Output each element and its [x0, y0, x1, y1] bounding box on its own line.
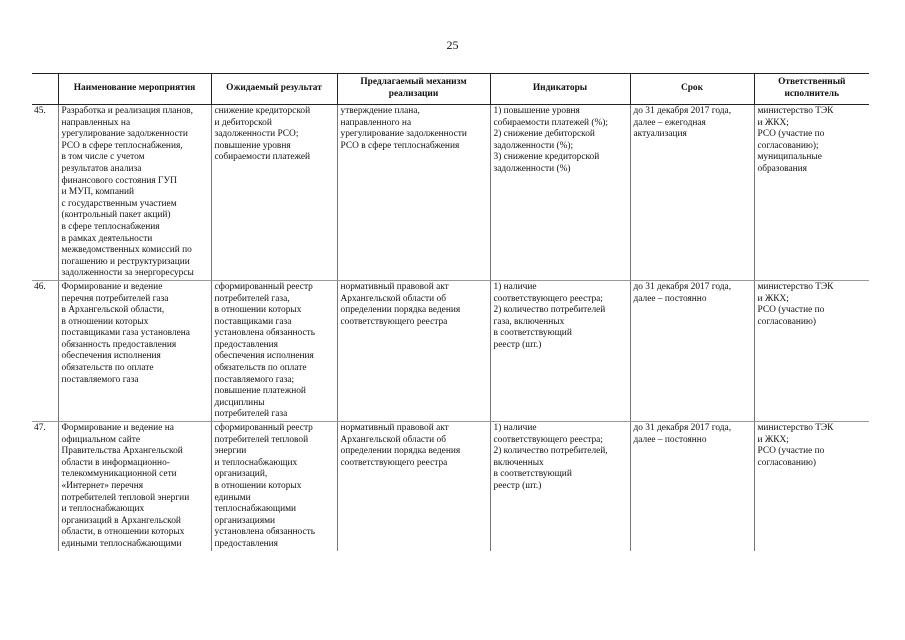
- header-executor: Ответственный исполнитель: [754, 74, 869, 105]
- cell-text-line: определении порядка ведения: [340, 305, 461, 316]
- cell-text-line: и дебиторской: [214, 117, 272, 128]
- cell-text-line: в соответствующий: [493, 469, 572, 480]
- cell-text-line: нормативный правовой акт: [340, 423, 449, 434]
- cell-text-line: утверждение плана,: [340, 106, 420, 116]
- indicators-cell: [490, 280, 630, 421]
- executor-cell: [754, 422, 869, 551]
- cell-text-line: соответствующего реестра: [340, 316, 448, 327]
- cell-text-line: 1) наличие: [493, 423, 537, 434]
- cell-text-line: до 31 декабря 2017 года,: [633, 423, 732, 434]
- cell-text-line: Формирование и ведение на: [61, 423, 174, 434]
- cell-text-line: организаций в Архангельской: [61, 515, 181, 526]
- cell-text-line: согласованию);: [757, 140, 819, 151]
- header-term: Срок: [630, 74, 754, 105]
- cell-text-line: установлена обязанность: [214, 527, 315, 538]
- cell-text-line: организациями: [214, 515, 276, 526]
- table-header-row: [32, 74, 869, 105]
- cell-text-line: Архангельской области об: [340, 293, 446, 304]
- cell-text-line: и МУП, компаний: [61, 187, 135, 198]
- cell-text-line: и ЖКХ;: [757, 293, 789, 304]
- indicators-cell: [490, 105, 630, 281]
- cell-text-line: 1) повышение уровня: [493, 106, 580, 116]
- cell-text-line: РСО (участие по: [757, 129, 825, 140]
- cell-text-line: обеспечения исполнения: [214, 351, 314, 362]
- cell-text-line: газа, включенных: [493, 316, 565, 327]
- cell-text-line: Архангельской области об: [340, 434, 446, 445]
- cell-text-line: РСО (участие по: [757, 305, 825, 316]
- cell-text-line: с государственным участием: [61, 198, 177, 209]
- cell-text-line: образования: [757, 163, 807, 174]
- cell-text-line: урегулирование задолженности: [340, 129, 467, 140]
- cell-text-line: РСО (участие по: [757, 446, 825, 457]
- cell-text-line: соответствующего реестра;: [493, 434, 603, 445]
- cell-text-line: далее – ежегодная: [633, 117, 706, 128]
- cell-text-line: далее – постоянно: [633, 434, 707, 445]
- row-number: 46.: [32, 280, 58, 421]
- cell-text-line: Формирование и ведение: [61, 281, 163, 292]
- mechanism-cell: [337, 422, 490, 551]
- cell-text-line: собираемости платежей (%);: [493, 117, 609, 128]
- cell-text-line: теплоснабжающими: [214, 504, 297, 515]
- cell-text-line: в отношении которых: [61, 316, 149, 327]
- cell-text-line: потребителей тепловой энергии: [61, 492, 190, 503]
- cell-text-line: министерство ТЭК: [757, 423, 834, 434]
- cell-text-line: урегулирование задолженности: [61, 129, 188, 140]
- mechanism-cell: [337, 280, 490, 421]
- cell-text-line: области, в отношении которых: [61, 527, 185, 538]
- cell-text-line: 2) количество потребителей: [493, 305, 606, 316]
- measures-table: [32, 73, 869, 551]
- result-cell: [211, 105, 337, 281]
- cell-text-line: официальном сайте: [61, 434, 141, 445]
- cell-text-line: собираемости платежей: [214, 152, 311, 163]
- cell-text-line: потребителей тепловой: [214, 434, 309, 445]
- cell-text-line: 2) снижение дебиторской: [493, 129, 595, 140]
- header-mechanism: Предлагаемый механизм реализации: [337, 74, 490, 105]
- executor-cell: [754, 105, 869, 281]
- cell-text-line: предоставления: [214, 538, 278, 549]
- cell-text-line: потребителей газа,: [214, 293, 290, 304]
- event-cell: [58, 422, 211, 551]
- cell-text-line: определении порядка ведения: [340, 446, 461, 457]
- cell-text-line: в Архангельской области,: [61, 305, 165, 316]
- mechanism-cell: [337, 105, 490, 281]
- cell-text-line: в сфере теплоснабжения: [61, 221, 160, 232]
- cell-text-line: дисциплины: [214, 397, 265, 408]
- cell-text-line: поставляемого газа: [61, 374, 139, 385]
- cell-text-line: и теплоснабжающих: [214, 457, 298, 468]
- cell-text-line: министерство ТЭК: [757, 106, 834, 116]
- term-cell: [630, 280, 754, 421]
- cell-text-line: до 31 декабря 2017 года,: [633, 106, 732, 116]
- cell-text-line: задолженности за энергоресурсы: [61, 268, 194, 279]
- cell-text-line: актуализация: [633, 129, 687, 140]
- cell-text-line: повышение платежной: [214, 386, 306, 397]
- cell-text-line: включенных: [493, 457, 544, 468]
- cell-text-line: погашению и реструктуризации: [61, 256, 190, 267]
- indicators-cell: [490, 422, 630, 551]
- cell-text-line: реестр (шт.): [493, 481, 542, 491]
- cell-text-line: (контрольный пакет акций): [61, 210, 171, 221]
- cell-text-line: согласованию): [757, 316, 817, 327]
- cell-text-line: согласованию): [757, 457, 817, 468]
- cell-text-line: муниципальные: [757, 152, 822, 163]
- header-expected-result: Ожидаемый результат: [211, 74, 337, 105]
- cell-text-line: результатов анализа: [61, 163, 142, 174]
- cell-text-line: обязанность предоставления: [61, 339, 177, 350]
- cell-text-line: задолженности РСО;: [214, 129, 299, 140]
- cell-text-line: едиными теплоснабжающими: [61, 538, 182, 549]
- cell-text-line: и ЖКХ;: [757, 117, 789, 128]
- term-cell: [630, 105, 754, 281]
- cell-text-line: сформированный реестр: [214, 281, 313, 292]
- table-row: [32, 105, 869, 281]
- result-cell: [211, 280, 337, 421]
- cell-text-line: Разработка и реализация планов,: [61, 106, 193, 116]
- cell-text-line: предоставления: [214, 339, 278, 350]
- cell-text-line: и ЖКХ;: [757, 434, 789, 445]
- cell-text-line: телекоммуникационной сети: [61, 469, 177, 480]
- page-number: 25: [446, 38, 459, 52]
- cell-text-line: в отношении которых: [214, 305, 302, 316]
- row-number: 45.: [32, 105, 58, 281]
- cell-text-line: 1) наличие: [493, 281, 537, 292]
- cell-text-line: задолженности (%);: [493, 140, 574, 151]
- cell-text-line: обязательств по оплате: [214, 363, 307, 374]
- cell-text-line: в отношении которых: [214, 481, 302, 491]
- cell-text-line: соответствующего реестра;: [493, 293, 603, 304]
- header-event-name: Наименование мероприятия: [58, 74, 211, 105]
- cell-text-line: соответствующего реестра: [340, 457, 448, 468]
- cell-text-line: в том числе с учетом: [61, 152, 145, 163]
- cell-text-line: повышение уровня: [214, 140, 291, 151]
- cell-text-line: в рамках деятельности: [61, 233, 153, 244]
- result-cell: [211, 422, 337, 551]
- cell-text-line: сформированный реестр: [214, 423, 313, 434]
- cell-text-line: Правительства Архангельской: [61, 446, 183, 457]
- event-cell: [58, 280, 211, 421]
- cell-text-line: 3) снижение кредиторской: [493, 152, 600, 163]
- cell-text-line: энергии: [214, 446, 247, 457]
- row-number: 47.: [34, 423, 46, 434]
- cell-text-line: и теплоснабжающих: [61, 504, 145, 515]
- cell-text-line: финансового состояния ГУП: [61, 175, 177, 186]
- cell-text-line: установлена обязанность: [214, 328, 315, 339]
- cell-text-line: поставляемого газа;: [214, 374, 295, 385]
- cell-text-line: межведомственных комиссий по: [61, 245, 192, 256]
- cell-text-line: в соответствующий: [493, 328, 572, 339]
- cell-text-line: задолженности (%): [493, 163, 571, 174]
- executor-cell: [754, 280, 869, 421]
- cell-text-line: организаций,: [214, 469, 268, 480]
- cell-text-line: поставщиками газа установлена: [61, 328, 190, 339]
- cell-text-line: реестр (шт.): [493, 339, 542, 350]
- cell-text-line: перечня потребителей газа: [61, 293, 169, 304]
- cell-text-line: «Интернет» перечня: [61, 481, 144, 491]
- cell-text-line: РСО в сфере теплоснабжения,: [61, 140, 183, 151]
- term-cell: [630, 422, 754, 551]
- table-row: [32, 422, 869, 551]
- cell-text-line: обеспечения исполнения: [61, 351, 161, 362]
- table-row: [32, 280, 869, 421]
- cell-text-line: направленного на: [340, 117, 412, 128]
- cell-text-line: далее – постоянно: [633, 293, 707, 304]
- cell-text-line: области в информационно-: [61, 457, 170, 468]
- cell-text-line: до 31 декабря 2017 года,: [633, 281, 732, 292]
- cell-text-line: нормативный правовой акт: [340, 281, 449, 292]
- cell-text-line: потребителей газа: [214, 409, 288, 420]
- cell-text-line: обязательств по оплате: [61, 363, 154, 374]
- cell-text-line: снижение кредиторской: [214, 106, 311, 116]
- cell-text-line: поставщиками газа: [214, 316, 292, 327]
- cell-text-line: едиными: [214, 492, 251, 503]
- cell-text-line: РСО в сфере теплоснабжения: [340, 140, 460, 151]
- header-number: [32, 74, 58, 105]
- event-cell: [58, 105, 211, 281]
- cell-text-line: министерство ТЭК: [757, 281, 834, 292]
- header-indicators: Индикаторы: [490, 74, 630, 105]
- cell-text-line: направленных на: [61, 117, 131, 128]
- cell-text-line: 2) количество потребителей,: [493, 446, 608, 457]
